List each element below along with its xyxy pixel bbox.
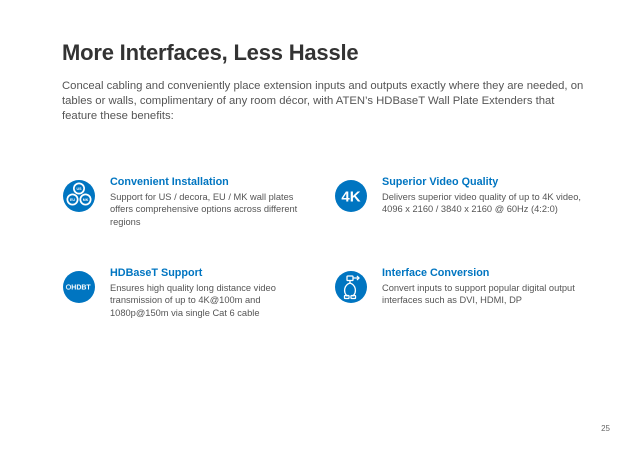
region-plugs-icon <box>62 179 96 213</box>
icon-label-eu: EU <box>70 198 75 203</box>
feature-description: Ensures high quality long distance video transmission of up to 4K@100m and 1080p@150m via single Cat 6 cable <box>110 283 276 318</box>
feature-description: Support for US / decora, EU / MK wall plates offers comprehensive options across different regions <box>110 192 298 227</box>
intro-paragraph: Conceal cabling and conveniently place extension inputs and outputs exactly where they are needed, on tables or walls, complimentary of any room décor, with ATEN’s HDBaseT Wall Plate Extenders that feature these benefits: <box>62 80 584 122</box>
feature-title: Convenient Installation <box>110 176 229 188</box>
feature-title: Interface Conversion <box>382 267 490 279</box>
feature-description: Delivers superior video quality of up to 4K video, 4096 x 2160 / 3840 x 2160 @ 60Hz (4:2:0) <box>382 192 581 215</box>
icon-label-us: US <box>76 187 82 192</box>
4k-icon <box>334 179 368 213</box>
icon-label-mk: MK <box>82 198 89 203</box>
hdbaset-icon <box>62 270 96 304</box>
icon-label-hdbt: HDBT <box>71 284 91 292</box>
cable-conversion-icon <box>334 270 368 304</box>
icon-label-4k: 4K <box>341 188 361 206</box>
feature-title: HDBaseT Support <box>110 267 203 279</box>
feature-title: Superior Video Quality <box>382 176 499 188</box>
feature-description: Convert inputs to support popular digital output interfaces such as DVI, HDMI, DP <box>382 283 575 306</box>
page-number: 25 <box>601 424 610 433</box>
page-title: More Interfaces, Less Hassle <box>62 40 359 65</box>
